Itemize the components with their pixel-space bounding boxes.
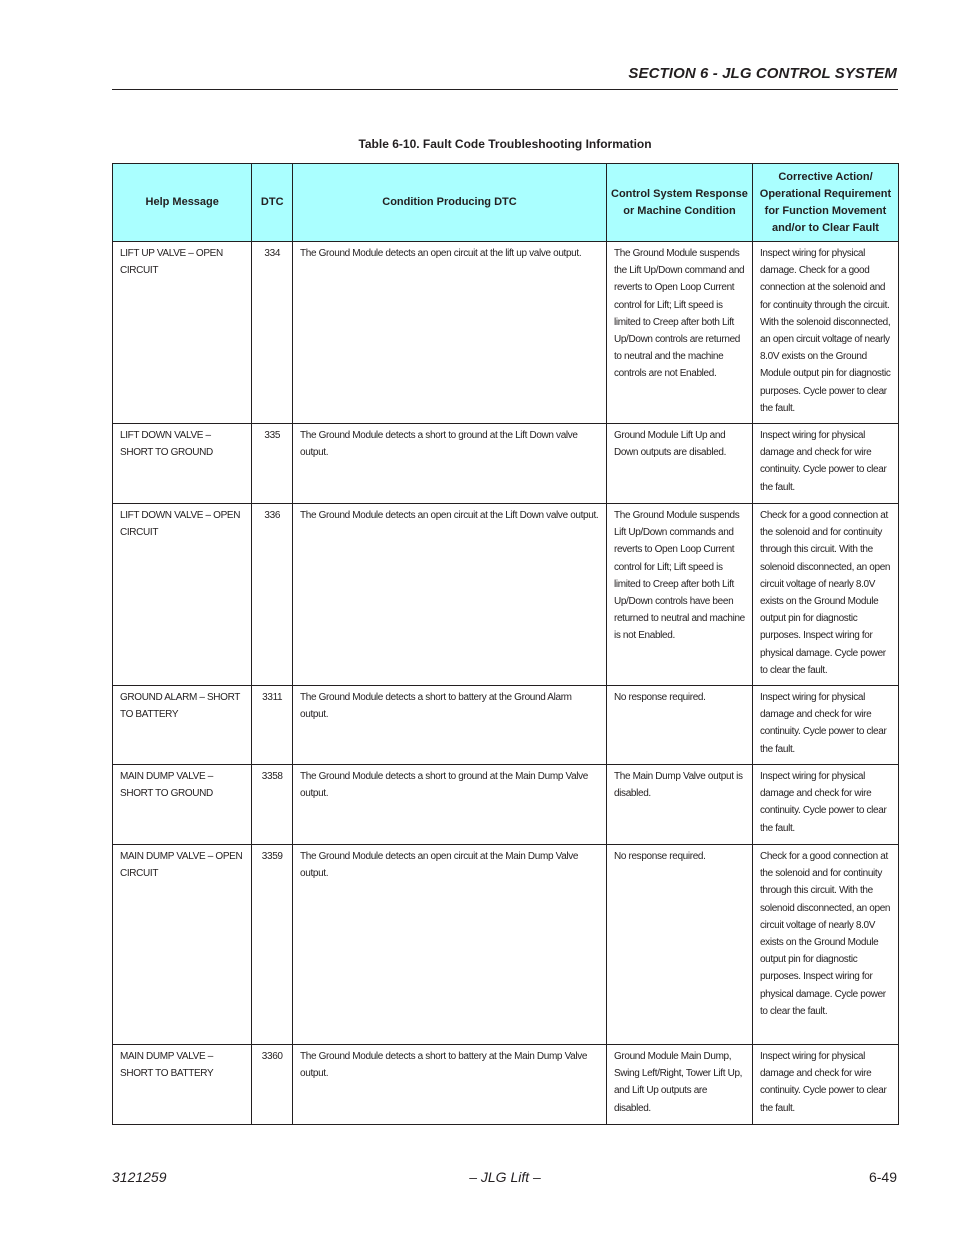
condition: The Ground Module detects an open circuit at the Main Dump Valve output. [293,845,607,1045]
condition: The Ground Module detects a short to battery at the Main Dump Valve output. [293,1045,607,1125]
dtc-code: 3360 [252,1045,293,1125]
dtc-code: 3358 [252,765,293,845]
dtc-code: 336 [252,504,293,686]
footer-title: – JLG Lift – [469,1169,541,1185]
response: No response required. [606,686,752,765]
help-message: LIFT DOWN VALVE – SHORT TO GROUND [113,424,252,504]
corrective-action: Check for a good connection at the solenoid and for continuity through this circuit. With the solenoid disconnected, an open circuit voltage of nearly 8.0V exists on the Ground Module output pin for diagnostic purposes. Inspect wiring for physical damage. Cycle power to clear the fault. [752,504,898,686]
response: The Main Dump Valve output is disabled. [606,765,752,845]
help-message: MAIN DUMP VALVE – OPEN CIRCUIT [113,845,252,1045]
condition: The Ground Module detects an open circuit at the lift up valve output. [293,242,607,424]
header-condition: Condition Producing DTC [293,164,607,242]
response: Ground Module Main Dump, Swing Left/Right, Tower Lift Up, and Lift Up outputs are disabled. [606,1045,752,1125]
dtc-code: 334 [252,242,293,424]
condition: The Ground Module detects an open circuit at the Lift Down valve output. [293,504,607,686]
corrective-action: Inspect wiring for physical damage. Check for a good connection at the solenoid and for continuity through the circuit. With the solenoid disconnected, an open circuit voltage of nearly 8.0V exists on the Ground Module output pin for diagnostic purposes. Cycle power to clear the fault. [752,242,898,424]
condition: The Ground Module detects a short to ground at the Main Dump Valve output. [293,765,607,845]
dtc-code: 335 [252,424,293,504]
section-title: SECTION 6 - JLG CONTROL SYSTEM [628,65,897,82]
corrective-action: Inspect wiring for physical damage and check for wire continuity. Cycle power to clear the fault. [752,765,898,845]
table-row [113,1045,899,1125]
table-row [113,686,899,765]
corrective-action: Inspect wiring for physical damage and check for wire continuity. Cycle power to clear the fault. [752,1045,898,1125]
table-caption: Table 6-10. Fault Code Troubleshooting Information [358,137,652,151]
header-corrective-action: Corrective Action/ Operational Requirement for Function Movement and/or to Clear Fault [752,164,898,242]
help-message: LIFT UP VALVE – OPEN CIRCUIT [113,242,252,424]
header-dtc: DTC [252,164,293,242]
help-message: LIFT DOWN VALVE – OPEN CIRCUIT [113,504,252,686]
table-row [113,242,899,424]
response: The Ground Module suspends Lift Up/Down commands and reverts to Open Loop Current control for Lift; Lift speed is limited to Creep after both Lift Up/Down controls have been returned to neutral and machine is not Enabled. [606,504,752,686]
table-header-row [113,164,899,242]
table-row [113,504,899,686]
response: Ground Module Lift Up and Down outputs are disabled. [606,424,752,504]
header-rule [112,89,898,90]
help-message: GROUND ALARM – SHORT TO BATTERY [113,686,252,765]
help-message: MAIN DUMP VALVE – SHORT TO GROUND [113,765,252,845]
response: No response required. [606,845,752,1045]
response: The Ground Module suspends the Lift Up/Down command and reverts to Open Loop Current control for Lift; Lift speed is limited to Creep after both Lift Up/Down controls are returned to neutral and the machine controls are not Enabled. [606,242,752,424]
table-row [113,765,899,845]
table-row [113,845,899,1045]
corrective-action: Inspect wiring for physical damage and check for wire continuity. Cycle power to clear the fault. [752,424,898,504]
page-number: 6-49 [868,1169,897,1185]
condition: The Ground Module detects a short to battery at the Ground Alarm output. [293,686,607,765]
document-number: 3121259 [112,1169,167,1185]
condition: The Ground Module detects a short to ground at the Lift Down valve output. [293,424,607,504]
header-response: Control System Response or Machine Condition [606,164,752,242]
fault-code-table [112,163,899,1125]
corrective-action: Check for a good connection at the solenoid and for continuity through this circuit. With the solenoid disconnected, an open circuit voltage of nearly 8.0V exists on the Ground Module output pin for diagnostic purposes. Inspect wiring for physical damage. Cycle power to clear the fault. [752,845,898,1045]
corrective-action: Inspect wiring for physical damage and check for wire continuity. Cycle power to clear the fault. [752,686,898,765]
header-help-message: Help Message [113,164,252,242]
dtc-code: 3311 [252,686,293,765]
dtc-code: 3359 [252,845,293,1045]
table-row [113,424,899,504]
help-message: MAIN DUMP VALVE – SHORT TO BATTERY [113,1045,252,1125]
